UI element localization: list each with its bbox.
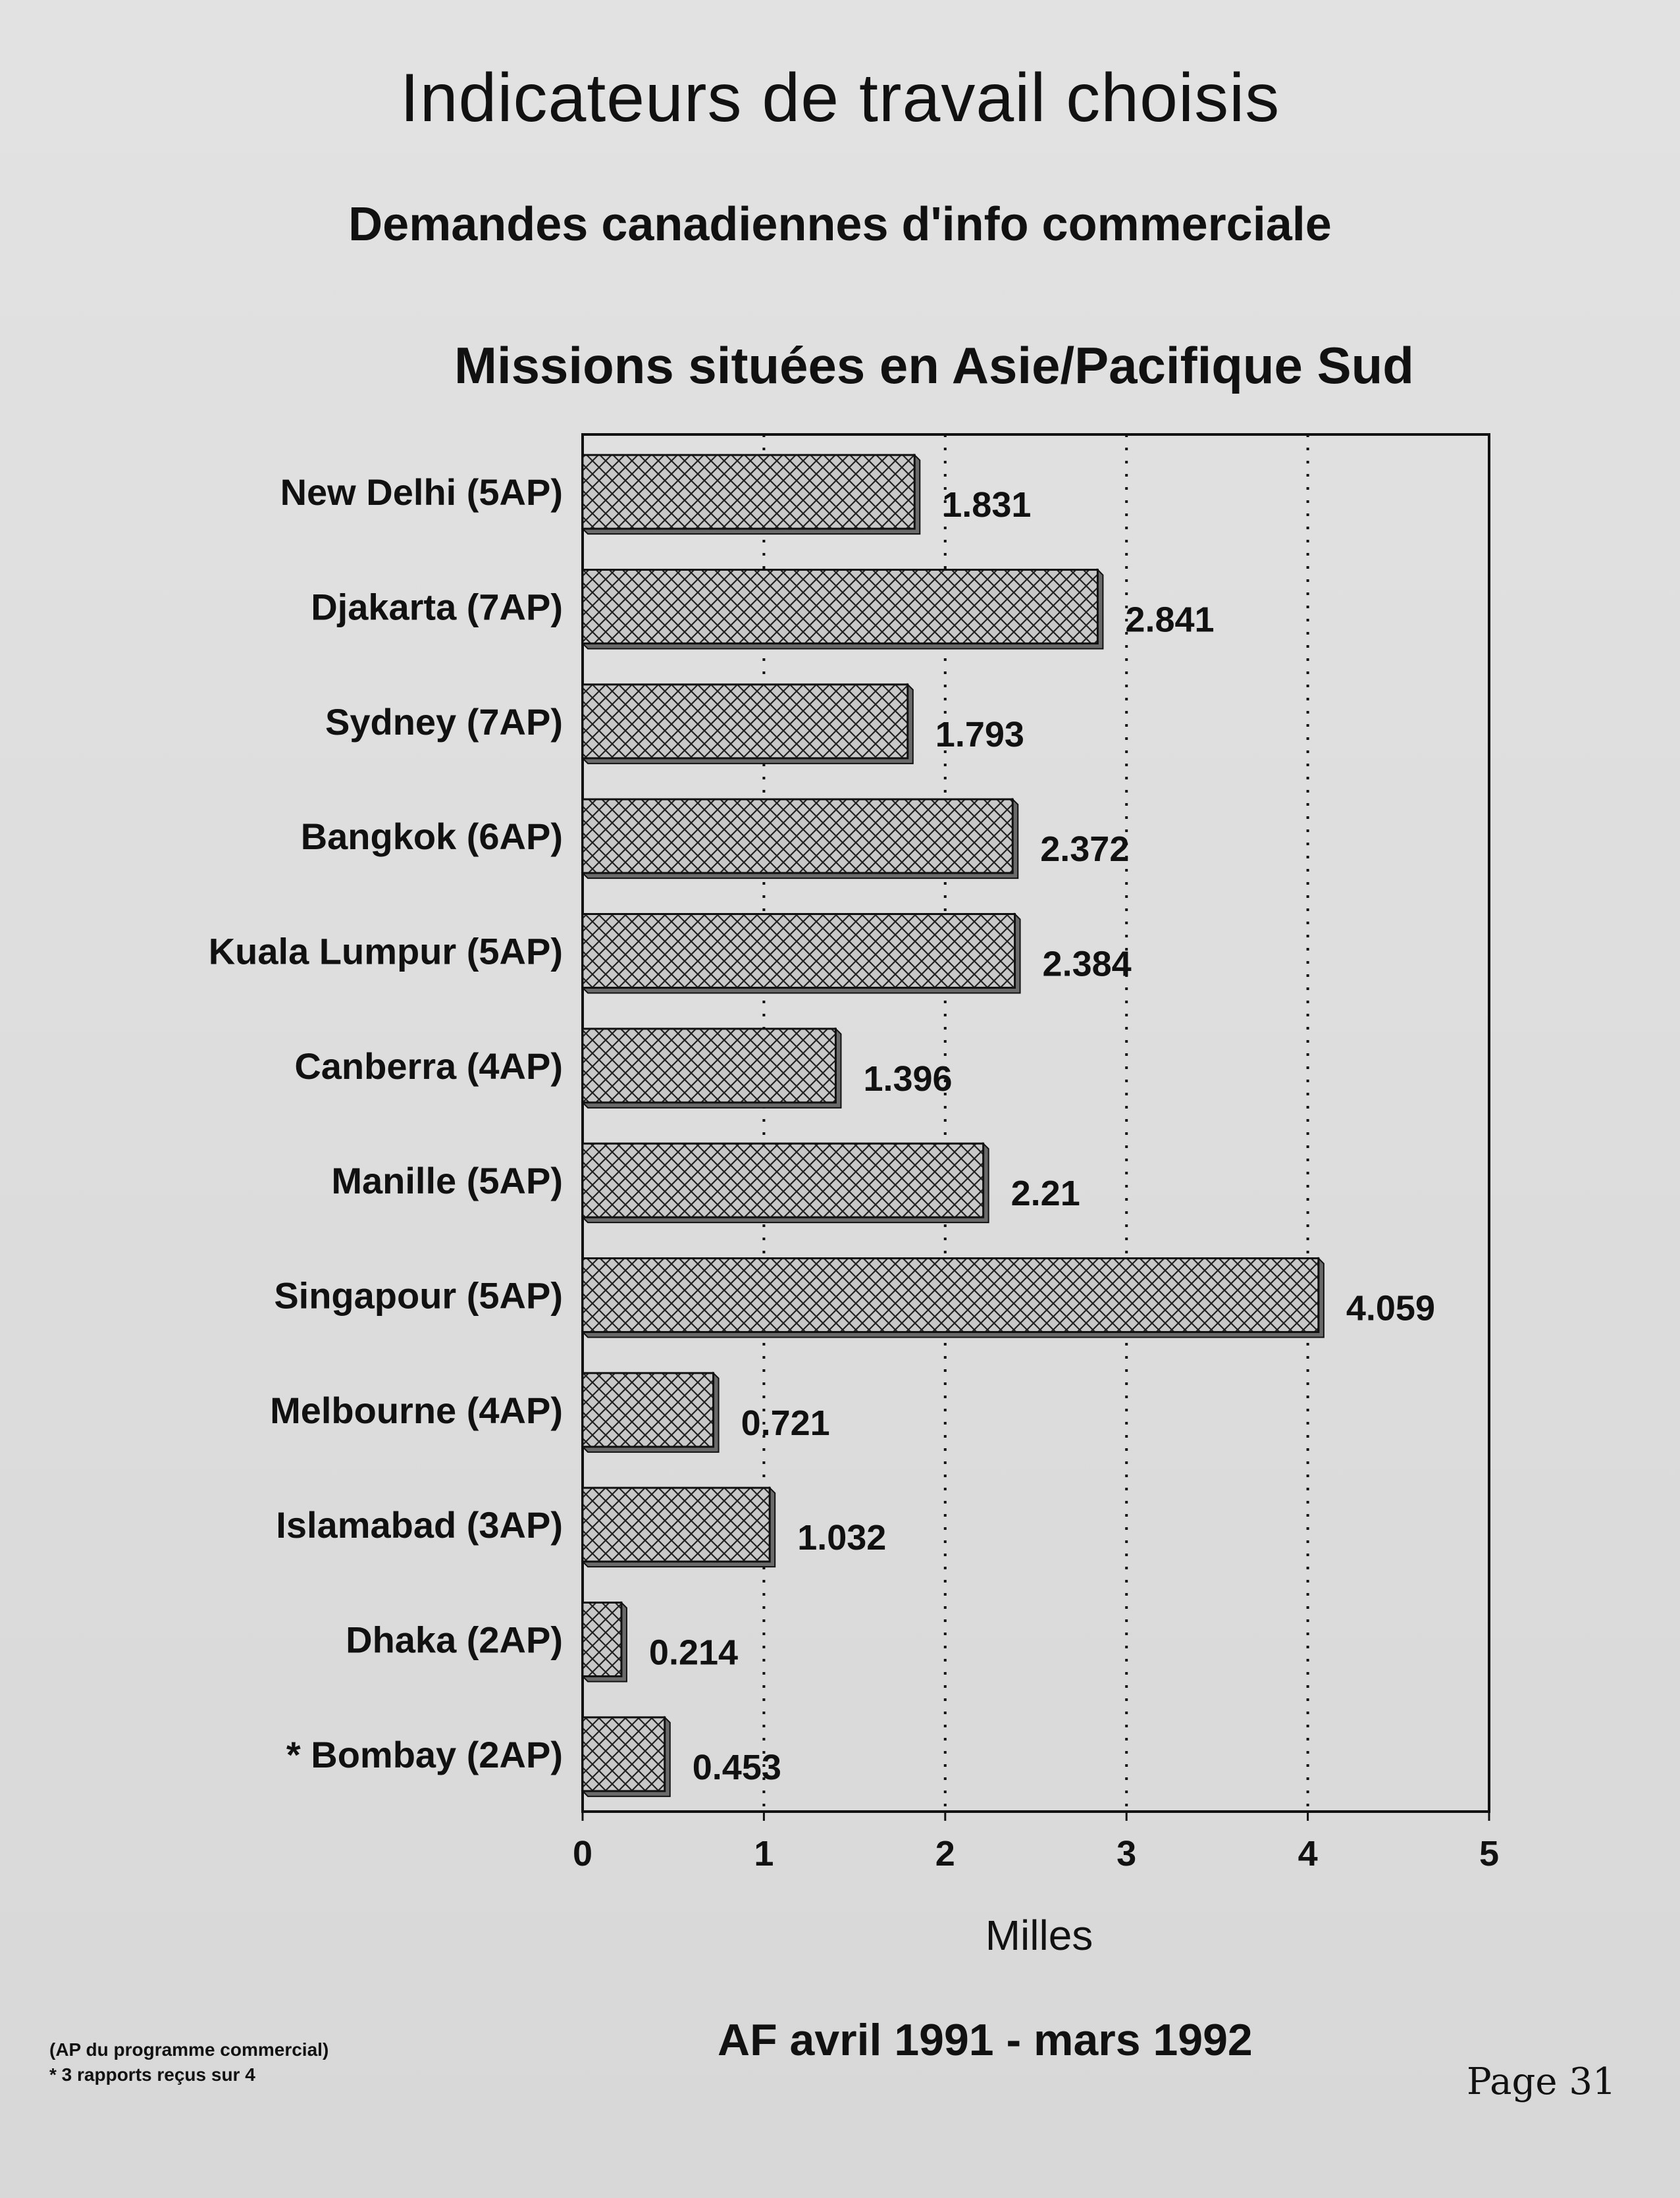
x-tick-label: 0	[572, 1834, 593, 1873]
page-subtitle: Demandes canadiennes d'info commerciale	[348, 198, 1332, 251]
value-label: 2.384	[1042, 944, 1132, 984]
value-label: 0.214	[648, 1633, 739, 1673]
bar	[583, 570, 1097, 644]
bar	[583, 1259, 1319, 1332]
bar	[583, 1143, 984, 1217]
x-tick-label: 3	[1116, 1834, 1137, 1873]
category-label: Kuala Lumpur (5AP)	[208, 930, 563, 972]
bar	[583, 1488, 770, 1561]
page-number: Page 31	[1467, 2060, 1616, 2103]
bar	[583, 1373, 714, 1447]
value-label: 1.032	[797, 1518, 887, 1558]
bar	[583, 685, 908, 758]
x-tick-label: 4	[1298, 1834, 1318, 1873]
bars	[209, 455, 1435, 1796]
bar	[583, 1029, 835, 1103]
category-label: Djakarta (7AP)	[311, 586, 563, 628]
value-label: 2.372	[1040, 829, 1130, 870]
category-label: * Bombay (2AP)	[286, 1733, 563, 1775]
value-label: 1.793	[935, 714, 1024, 754]
fiscal-period: AF avril 1991 - mars 1992	[718, 2015, 1253, 2065]
category-label: Canberra (4AP)	[294, 1045, 563, 1087]
category-label: New Delhi (5AP)	[280, 471, 563, 513]
value-label: 0.721	[741, 1403, 830, 1443]
bar	[583, 455, 914, 529]
category-label: Singapour (5AP)	[274, 1274, 563, 1317]
value-label: 4.059	[1346, 1288, 1435, 1328]
bar	[583, 914, 1015, 988]
category-label: Bangkok (6AP)	[300, 816, 563, 858]
value-label: 1.831	[942, 485, 1032, 525]
x-tick-label: 2	[935, 1834, 955, 1873]
chart-title: Missions situées en Asie/Pacifique Sud	[454, 336, 1414, 394]
x-axis-title: Milles	[985, 1912, 1093, 1959]
value-label: 1.396	[863, 1059, 953, 1099]
bar	[583, 1603, 621, 1677]
x-tick-label: 5	[1479, 1834, 1500, 1873]
category-label: Manille (5AP)	[331, 1160, 563, 1202]
bar	[583, 799, 1012, 873]
category-label: Sydney (7AP)	[325, 700, 563, 743]
bar	[583, 1717, 665, 1791]
x-axis-ticks	[573, 1812, 1499, 1873]
value-label: 2.841	[1125, 600, 1215, 640]
category-label: Islamabad (3AP)	[276, 1504, 563, 1546]
x-tick-label: 1	[754, 1834, 774, 1873]
footnote-reports: * 3 rapports reçus sur 4	[49, 2064, 255, 2085]
page-title: Indicateurs de travail choisis	[400, 60, 1280, 136]
category-label: Dhaka (2AP)	[346, 1619, 563, 1661]
category-label: Melbourne (4AP)	[270, 1389, 563, 1431]
value-label: 2.21	[1011, 1174, 1080, 1214]
footnote-ap: (AP du programme commercial)	[49, 2039, 329, 2060]
value-label: 0.453	[692, 1747, 781, 1787]
